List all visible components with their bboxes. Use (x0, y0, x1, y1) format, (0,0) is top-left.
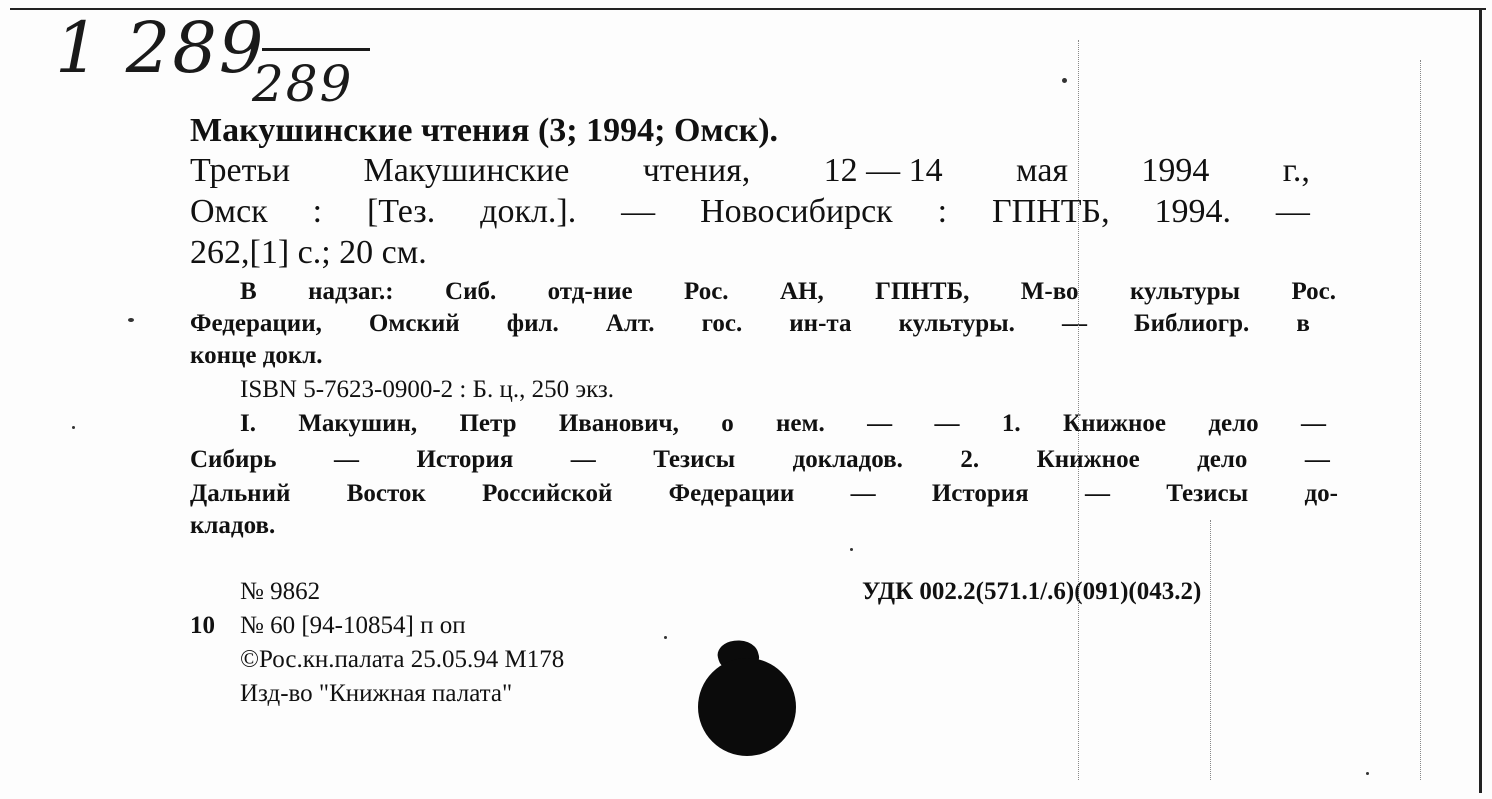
word: [Тез. (366, 193, 436, 230)
word: 1. (1001, 410, 1021, 437)
subject-line-3 (190, 480, 1338, 508)
word: — (1304, 446, 1330, 473)
record-heading: Макушинские чтения (3; 1994; Омск). (190, 112, 779, 149)
word: гос. (701, 310, 743, 337)
word: культуры. (898, 310, 1015, 337)
word: : (312, 193, 323, 230)
word: мая (1016, 152, 1069, 189)
word: Сибирь (190, 446, 277, 473)
word: Омск (190, 193, 268, 230)
word: до- (1304, 480, 1338, 507)
word: Третьи (190, 152, 291, 189)
word: докладов. (792, 446, 903, 473)
word: докл.]. (480, 193, 577, 230)
word: Рос. (1291, 278, 1336, 305)
title-line-2 (190, 193, 1310, 231)
word: История (416, 446, 514, 473)
word: ин-та (789, 310, 852, 337)
word: Петр (459, 410, 517, 437)
scan-artifact-line (1420, 60, 1421, 780)
word: о (721, 410, 734, 437)
word: Книжное (1036, 446, 1140, 473)
word: Иванович, (558, 410, 679, 437)
order-line: № 60 [94-10854] п оп (240, 612, 466, 639)
subject-line-4: кладов. (190, 512, 276, 539)
word: Макушинские (363, 152, 570, 189)
word: Федерации (668, 480, 795, 507)
word: нем. (776, 410, 825, 437)
word: Алт. (605, 310, 655, 337)
word: в (1296, 310, 1310, 337)
word: культуры (1129, 278, 1241, 305)
word: 1994. (1154, 193, 1231, 230)
word: — (333, 446, 359, 473)
word: Российской (482, 480, 613, 507)
word: — (1084, 480, 1110, 507)
book-chamber-line: ©Рос.кн.палата 25.05.94 М178 (240, 646, 565, 673)
word: г., (1282, 152, 1310, 189)
word: — (1300, 410, 1326, 437)
word: 2. (960, 446, 980, 473)
word: чтения, (642, 152, 751, 189)
word: ГПНТБ, (992, 193, 1110, 230)
word: Новосибирск (700, 193, 893, 230)
word: — (1275, 193, 1310, 230)
scan-speck (664, 636, 667, 639)
note-line-1 (240, 278, 1336, 306)
word: Восток (346, 480, 426, 507)
word: Макушин, (298, 410, 418, 437)
word: дело (1197, 446, 1248, 473)
word: — (934, 410, 960, 437)
word: отд-ние (547, 278, 633, 305)
word: Библиогр. (1134, 310, 1250, 337)
word: АН, (779, 278, 824, 305)
title-line-1 (190, 152, 1310, 190)
scan-artifact-line (1210, 520, 1211, 780)
word: фил. (506, 310, 559, 337)
handwritten-number: 1 289 (55, 7, 266, 89)
isbn-line: ISBN 5-7623-0900-2 : Б. ц., 250 экз. (240, 376, 615, 403)
card-right-border (1479, 8, 1482, 793)
word: Рос. (684, 278, 729, 305)
word: — (621, 193, 656, 230)
scan-speck (72, 426, 75, 429)
subject-line-2 (190, 446, 1330, 474)
word: надзаг.: (308, 278, 394, 305)
word: I. (240, 410, 256, 437)
note-line-3: конце докл. (190, 342, 323, 369)
word: 12 — 14 (823, 152, 943, 189)
word: В (240, 278, 257, 305)
scan-artifact-line (1078, 40, 1079, 780)
subject-line-1 (240, 410, 1326, 438)
word: Федерации, (190, 310, 322, 337)
scan-speck (1062, 78, 1067, 83)
word: М-во (1020, 278, 1079, 305)
handwritten-overline (262, 48, 370, 51)
word: Тезисы (1166, 480, 1249, 507)
word: — (1061, 310, 1087, 337)
title-line-3: 262,[1] с.; 20 см. (190, 234, 427, 271)
word: Тезисы (653, 446, 736, 473)
word: — (850, 480, 876, 507)
word: : (937, 193, 948, 230)
note-line-2 (190, 310, 1310, 338)
word: История (931, 480, 1029, 507)
word: — (867, 410, 893, 437)
word: Омский (368, 310, 460, 337)
copies-count: 10 (190, 612, 215, 639)
scan-speck (128, 318, 134, 322)
scan-speck (1366, 772, 1369, 775)
word: ГПНТБ, (875, 278, 970, 305)
word: — (570, 446, 596, 473)
card-number: № 9862 (240, 578, 321, 605)
ink-blot (698, 658, 796, 756)
udk-code: УДК 002.2(571.1/.6)(091)(043.2) (862, 578, 1202, 605)
scan-speck (850, 548, 853, 551)
word: дело (1208, 410, 1259, 437)
word: Сиб. (445, 278, 497, 305)
word: Книжное (1062, 410, 1167, 437)
word: 1994 (1141, 152, 1210, 189)
publisher-line: Изд-во "Книжная палата" (240, 680, 513, 707)
word: Дальний (190, 480, 291, 507)
handwritten-sub-number: 289 (252, 55, 354, 113)
